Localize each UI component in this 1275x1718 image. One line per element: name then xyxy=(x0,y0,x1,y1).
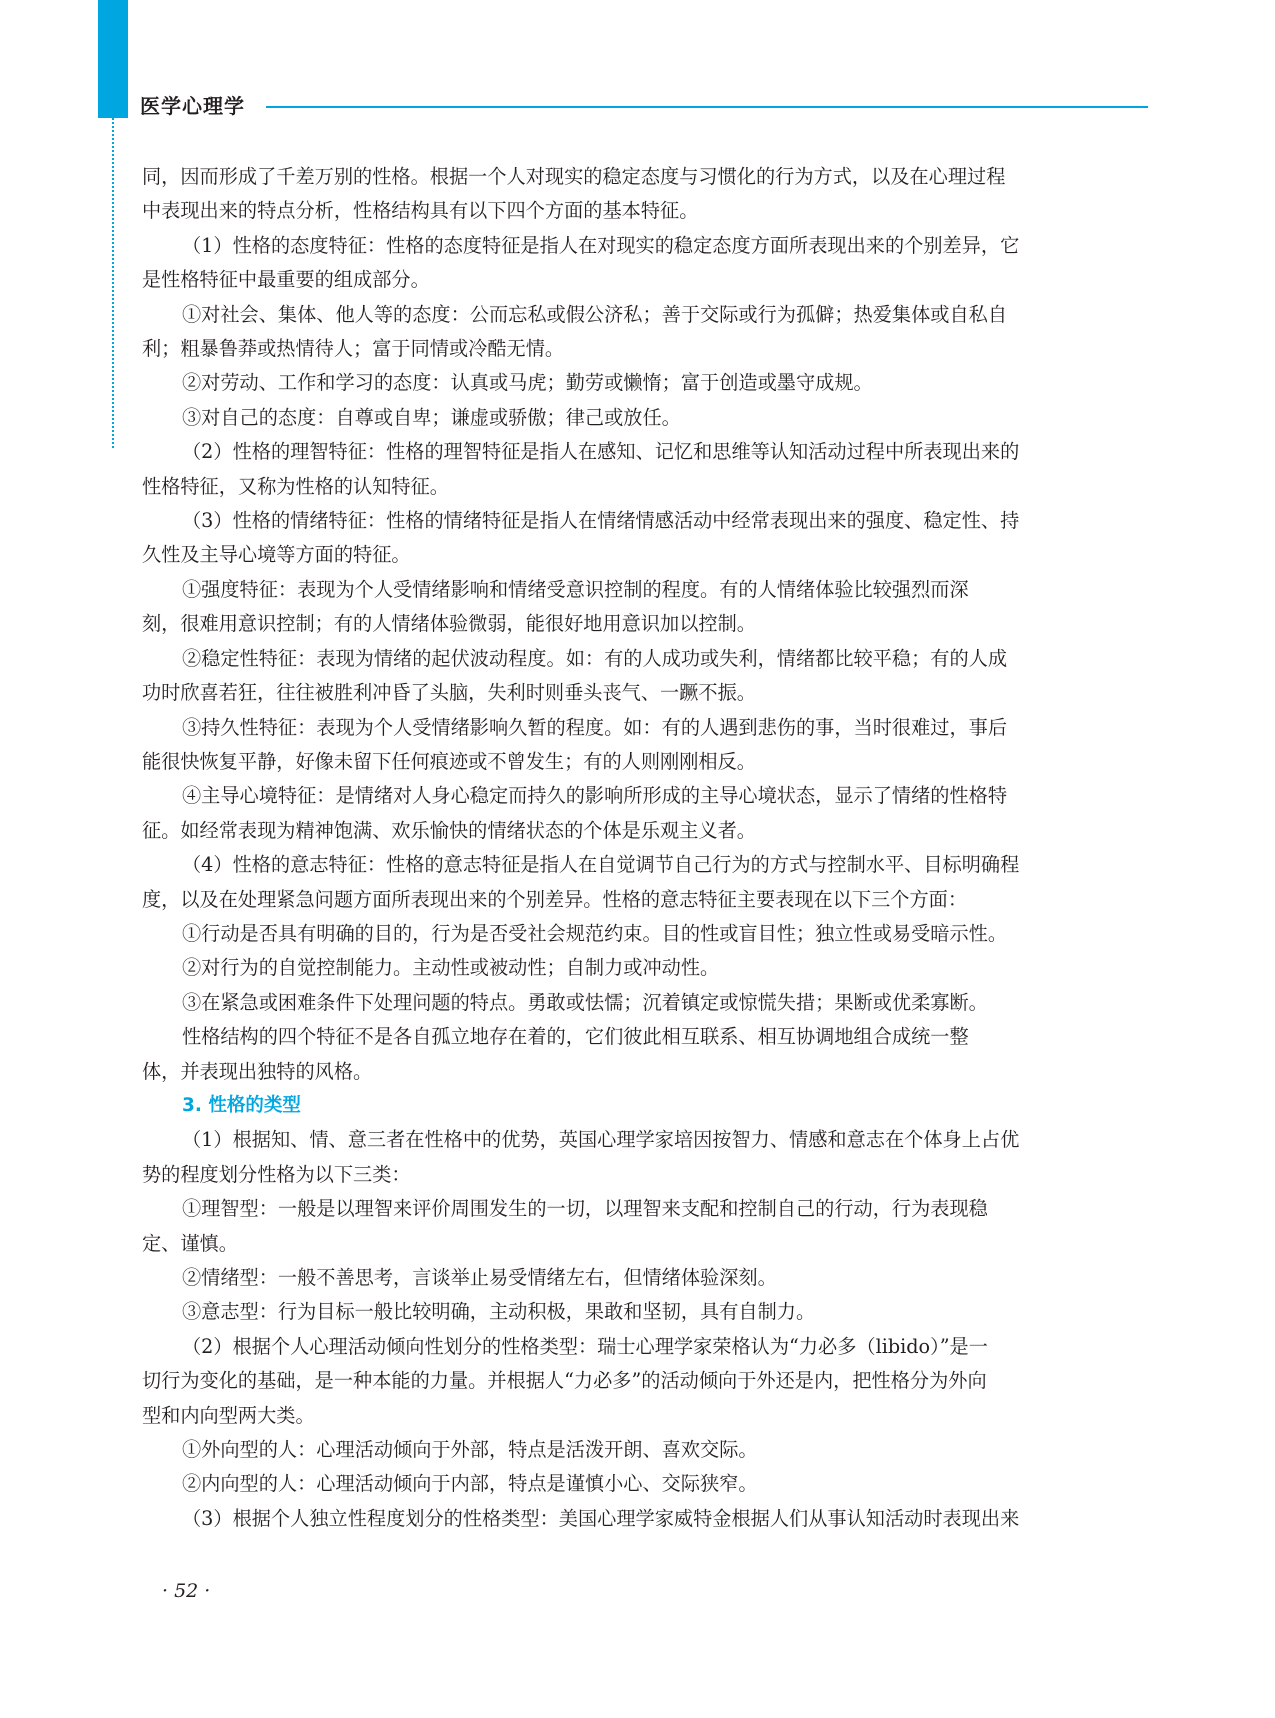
text-line: ④主导心境特征：是情绪对人身心稳定而持久的影响所形成的主导心境状态，显示了情绪的性格特 xyxy=(182,784,1008,808)
header-color-tab xyxy=(98,0,128,118)
text-line: 刻，很难用意识控制；有的人情绪体验微弱，能很好地用意识加以控制。 xyxy=(142,612,756,636)
text-line: ①对社会、集体、他人等的态度：公而忘私或假公济私；善于交际或行为孤僻；热爱集体或自私自 xyxy=(182,302,1008,326)
text-line: （1）性格的态度特征：性格的态度特征是指人在对现实的稳定态度方面所表现出来的个别差异，它 xyxy=(182,233,1020,257)
header-rule xyxy=(266,106,1148,108)
text-line: （4）性格的意志特征：性格的意志特征是指人在自觉调节自己行为的方式与控制水平、目标明确程 xyxy=(182,853,1020,877)
section-heading: 3. 性格的类型 xyxy=(182,1094,301,1116)
text-line: 功时欣喜若狂，往往被胜利冲昏了头脑，失利时则垂头丧气、一蹶不振。 xyxy=(142,681,756,705)
text-line: ①强度特征：表现为个人受情绪影响和情绪受意识控制的程度。有的人情绪体验比较强烈而深 xyxy=(182,577,969,601)
page-number: · 52 · xyxy=(162,1580,211,1602)
text-line: ③在紧急或困难条件下处理问题的特点。勇敢或怯懦；沉着镇定或惊慌失措；果断或优柔寡断。 xyxy=(182,990,988,1014)
text-line: 切行为变化的基础，是一种本能的力量。并根据人“力必多”的活动倾向于外还是内，把性格分为外向 xyxy=(142,1369,987,1393)
text-line: ①理智型：一般是以理智来评价周围发生的一切，以理智来支配和控制自己的行动，行为表现稳 xyxy=(182,1197,988,1221)
text-line: 型和内向型两大类。 xyxy=(142,1403,315,1427)
text-line: 久性及主导心境等方面的特征。 xyxy=(142,543,411,567)
text-line: 定、谨慎。 xyxy=(142,1231,238,1255)
text-line: ①行动是否具有明确的目的，行为是否受社会规范约束。目的性或盲目性；独立性或易受暗示性。 xyxy=(182,921,1008,945)
text-line: 能很快恢复平静，好像未留下任何痕迹或不曾发生；有的人则刚刚相反。 xyxy=(142,749,756,773)
text-line: 体，并表现出独特的风格。 xyxy=(142,1059,373,1083)
text-line: （3）性格的情绪特征：性格的情绪特征是指人在情绪情感活动中经常表现出来的强度、稳定性、持 xyxy=(182,509,1020,533)
text-line: ②情绪型：一般不善思考，言谈举止易受情绪左右，但情绪体验深刻。 xyxy=(182,1266,777,1289)
text-line: 中表现出来的特点分析，性格结构具有以下四个方面的基本特征。 xyxy=(142,199,699,223)
text-line: （2）根据个人心理活动倾向性划分的性格类型：瑞士心理学家荣格认为“力必多（libido）”是一 xyxy=(182,1334,988,1358)
text-line: ②对劳动、工作和学习的态度：认真或马虎；勤劳或懒惰；富于创造或墨守成规。 xyxy=(182,371,873,395)
text-line: 性格特征，又称为性格的认知特征。 xyxy=(142,474,449,498)
text-line: ③持久性特征：表现为个人受情绪影响久暂的程度。如：有的人遇到悲伤的事，当时很难过，事后 xyxy=(182,715,1008,739)
text-line: ①外向型的人：心理活动倾向于外部，特点是活泼开朗、喜欢交际。 xyxy=(182,1438,758,1462)
text-line: 势的程度划分性格为以下三类： xyxy=(142,1162,411,1186)
text-line: 是性格特征中最重要的组成部分。 xyxy=(142,268,430,292)
text-line: 利；粗暴鲁莽或热情待人；富于同情或冷酷无情。 xyxy=(142,337,565,361)
body-text xyxy=(142,160,1142,1536)
text-line: 度，以及在处理紧急问题方面所表现出来的个别差异。性格的意志特征主要表现在以下三个方面： xyxy=(142,887,968,911)
text-line: ②稳定性特征：表现为情绪的起伏波动程度。如：有的人成功或失利，情绪都比较平稳；有的人成 xyxy=(182,646,1008,670)
running-header-title: 医学心理学 xyxy=(140,94,245,118)
text-line: 征。如经常表现为精神饱满、欢乐愉快的情绪状态的个体是乐观主义者。 xyxy=(142,818,756,842)
text-line: 性格结构的四个特征不是各自孤立地存在着的，它们彼此相互联系、相互协调地组合成统一整 xyxy=(182,1025,969,1049)
text-line: ②内向型的人：心理活动倾向于内部，特点是谨慎小心、交际狭窄。 xyxy=(182,1472,758,1496)
text-line: 同，因而形成了千差万别的性格。根据一个人对现实的稳定态度与习惯化的行为方式，以及在心理过程 xyxy=(142,165,1006,188)
text-line: ③意志型：行为目标一般比较明确，主动积极，果敢和坚韧，具有自制力。 xyxy=(182,1300,816,1324)
text-line: ③对自己的态度：自尊或自卑；谦虚或骄傲；律己或放任。 xyxy=(182,405,681,429)
margin-dotted-guide xyxy=(112,118,114,448)
text-line: （1）根据知、情、意三者在性格中的优势，英国心理学家培因按智力、情感和意志在个体身上占优 xyxy=(182,1128,1020,1152)
text-line: ②对行为的自觉控制能力。主动性或被动性；自制力或冲动性。 xyxy=(182,956,720,980)
text-line: （2）性格的理智特征：性格的理智特征是指人在感知、记忆和思维等认知活动过程中所表现出来的 xyxy=(182,440,1020,464)
text-line: （3）根据个人独立性程度划分的性格类型：美国心理学家威特金根据人们从事认知活动时表现出来 xyxy=(182,1506,1020,1530)
